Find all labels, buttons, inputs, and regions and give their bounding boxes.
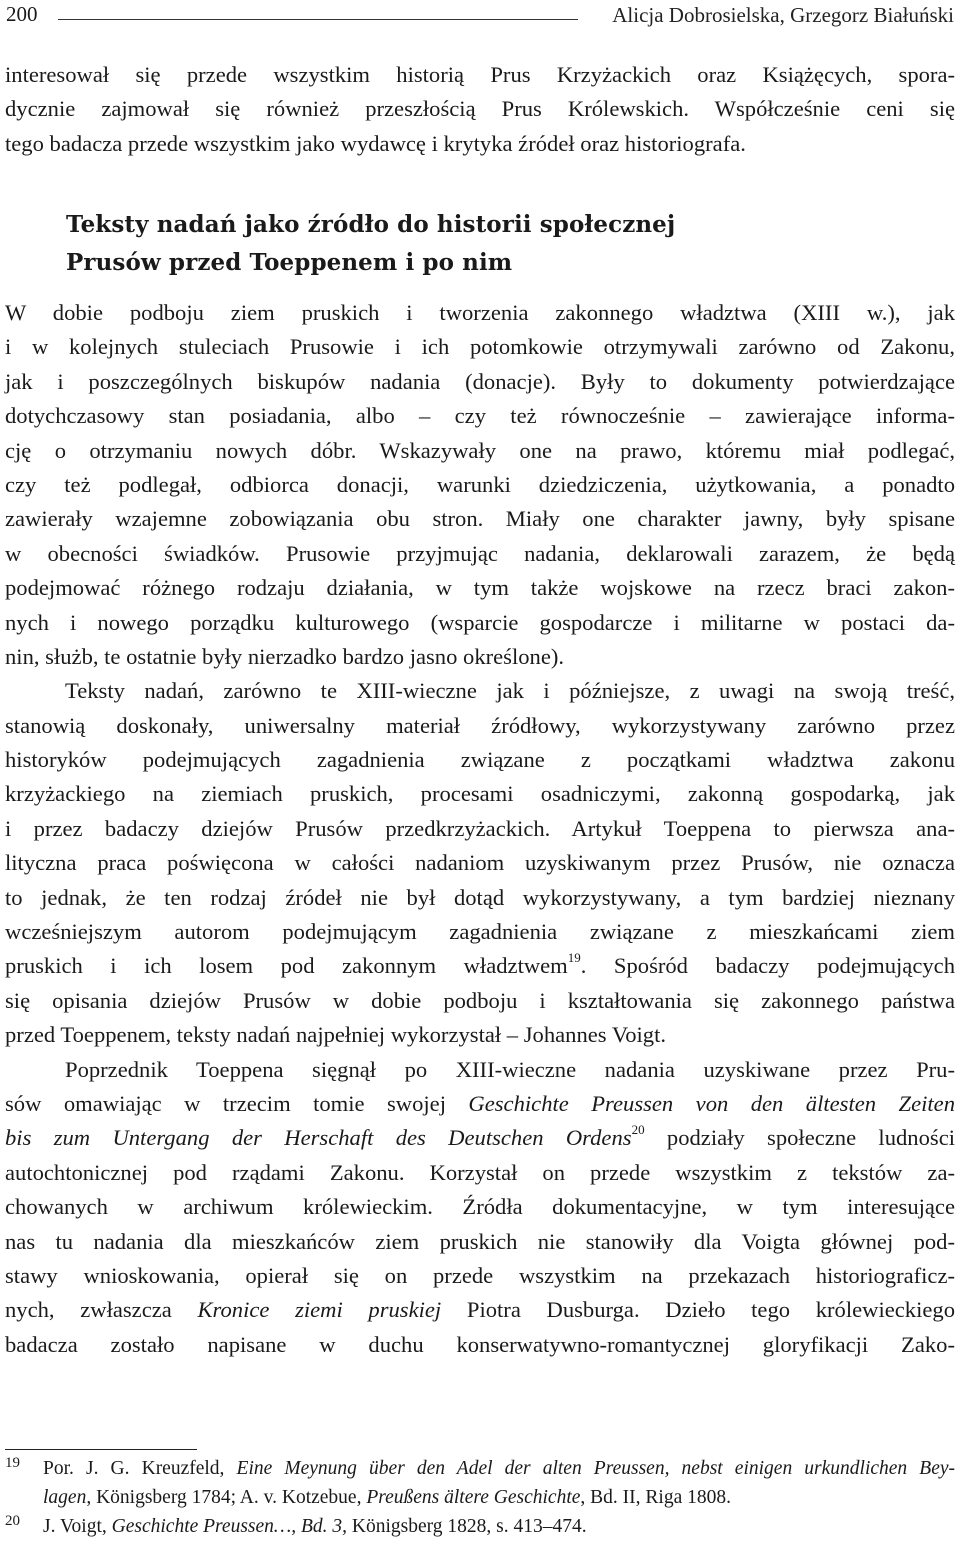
footnote-line: [43, 1512, 955, 1541]
text-run: Por. J. G. Kreuzfeld,: [43, 1458, 237, 1479]
text-line: i przez badaczy dziejów Prusów przedkrzyżackich. Artykuł Toeppena to pierwsza ana-: [5, 815, 955, 841]
section-heading: [66, 206, 675, 282]
body-text: [5, 296, 955, 1362]
text-line: nych i nowego porządku kulturowego (wsparcie gospodarcze i militarne w postaci da-: [5, 609, 955, 635]
text-line: nin, służb, te ostatnie były nierzadko bardzo jasno określone).: [5, 643, 565, 669]
text-line: interesował się przede wszystkim historią Prus Krzyżackich oraz Książęcych, spora-: [5, 62, 955, 87]
text-line: badacza zostało napisane w duchu konserwatywno-romantycznej gloryfikacji Zako-: [5, 1331, 955, 1357]
text-line: przed Toeppenem, teksty nadań najpełniej wykorzystał – Johannes Voigt.: [5, 1022, 667, 1048]
text-run: podziały społeczne ludności: [644, 1125, 955, 1151]
book-title: bis zum Untergang der Herschaft des Deutschen Ordens: [5, 1125, 632, 1151]
section-heading-line: Teksty nadań jako źródło do historii społecznej: [66, 211, 676, 238]
book-title: Kronice ziemi pruskiej: [197, 1297, 442, 1323]
footnote-mark: 19: [5, 1455, 20, 1471]
text-run: Königsberg 1828, s. 413–474.: [347, 1516, 587, 1537]
intro-paragraph: [5, 58, 955, 161]
text-line: się opisania dziejów Prusów w dobie podboju i kształtowania się zakonnego państwa: [5, 987, 955, 1013]
text-line: wcześniejszym autorom podejmującym zagadnienia związane z mieszkańcami ziem: [5, 919, 955, 945]
book-title: Preußens ältere Geschichte: [366, 1487, 581, 1508]
footnote-line: [43, 1454, 955, 1483]
text-line: [5, 1087, 955, 1121]
text-run: , Königsberg 1784; A. v. Kotzebue,: [86, 1487, 367, 1508]
text-line: stanowią doskonały, uniwersalny materiał źródłowy, wykorzystywany zarówno przez: [5, 712, 955, 738]
text-line: dycznie zajmował się również przeszłością Prus Królewskich. Współcześnie ceni się: [5, 96, 955, 122]
text-run: Piotra Dusburga. Dzieło tego królewieckiego: [441, 1297, 955, 1323]
footnote-19: [5, 1454, 955, 1512]
page-number: 200: [6, 2, 38, 26]
text-line: zawierały wzajemne zobowiązania obu stron. Miały one charakter jawny, były spisane: [5, 506, 955, 532]
book-title: Geschichte Preussen…, Bd. 3,: [111, 1516, 348, 1537]
book-title: Geschichte Preussen von den ältesten Zeiten: [468, 1090, 955, 1116]
text-line: podejmować różnego rodzaju działania, w tym także wojskowe na rzecz braci zakon-: [5, 575, 955, 601]
book-title: lagen: [43, 1487, 87, 1508]
text-line: W dobie podboju ziem pruskich i tworzenia zakonnego władztwa (XIII w.), jak: [5, 300, 955, 325]
section-heading-line: Prusów przed Toeppenem i po nim: [66, 249, 513, 276]
text-line: [5, 1293, 955, 1327]
text-run: , Bd. II, Riga 1808.: [580, 1487, 731, 1508]
text-line: w obecności świadków. Prusowie przyjmując nadania, deklarowali zarazem, że będą: [5, 540, 955, 566]
text-line: chowanych w archiwum królewieckim. Źródła dokumentacyjne, w tym interesujące: [5, 1194, 955, 1220]
text-run: J. Voigt,: [43, 1516, 112, 1537]
text-run: nych, zwłaszcza: [5, 1297, 198, 1323]
text-line: lityczna praca poświęcona w całości nadaniom uzyskiwanym przez Prusów, nie oznacza: [5, 850, 955, 876]
text-run: sów omawiając w trzecim tomie swojej: [5, 1090, 469, 1116]
text-line: Teksty nadań, zarówno te XIII-wieczne jak i późniejsze, z uwagi na swoją treść,: [65, 678, 955, 704]
text-line: i w kolejnych stuleciach Prusowie i ich potomkowie otrzymywali zarówno od Zakonu,: [5, 334, 955, 360]
text-line: jak i poszczególnych biskupów nadania (donacje). Były to dokumenty potwierdzające: [5, 368, 955, 394]
text-line: dotychczasowy stan posiadania, albo – czy też równocześnie – zawierające informa-: [5, 403, 955, 429]
text-line: krzyżackiego na ziemiach pruskich, procesami osadniczymi, zakonną gospodarką, jak: [5, 781, 955, 807]
text-line: Poprzednik Toeppena sięgnął po XIII-wieczne nadania uzyskiwane przez Pru-: [65, 1056, 955, 1082]
running-head: Alicja Dobrosielska, Grzegorz Białuński: [612, 3, 954, 27]
text-line: historyków podejmujących zagadnienia związane z początkami władztwa zakonu: [5, 747, 955, 773]
text-line: tego badacza przede wszystkim jako wydawcę i krytyka źródeł oraz historiografa.: [5, 130, 746, 156]
text-line: cję o otrzymaniu nowych dóbr. Wskazywały one na prawo, któremu miał podlegać,: [5, 437, 955, 463]
text-line: [5, 949, 955, 983]
footnote-mark: 20: [5, 1513, 20, 1529]
text-run: . Spośród badaczy podejmujących: [580, 953, 955, 979]
text-line: autochtonicznej pod rządami Zakonu. Korzystał on przede wszystkim z tekstów za-: [5, 1159, 955, 1185]
text-line: to jednak, że ten rodzaj źródeł nie był dotąd wykorzystywany, a tym bardziej nieznany: [5, 884, 955, 910]
header-rule: [58, 19, 578, 20]
text-line: nas tu nadania dla mieszkańców ziem pruskich nie stanowiły dla Voigta głównej pod-: [5, 1228, 955, 1254]
footnote-ref[interactable]: 19: [567, 949, 581, 965]
footnote-line: [43, 1483, 955, 1512]
text-run: pruskich i ich losem pod zakonnym władztwem: [5, 953, 568, 979]
book-title: Eine Meynung über den Adel der alten Preussen, nebst einigen urkundlichen Bey-: [236, 1458, 955, 1479]
text-line: czy też podlegał, odbiorca donacji, warunki dziedziczenia, użytkowania, a ponadto: [5, 471, 955, 497]
footnote-ref[interactable]: 20: [631, 1121, 645, 1137]
footnotes: [5, 1454, 955, 1541]
footnote-rule: [5, 1449, 197, 1450]
page-header: [6, 2, 954, 30]
text-line: [5, 1121, 955, 1155]
text-line: stawy wnioskowania, opierał się on przede wszystkim na przekazach historiograficz-: [5, 1262, 955, 1288]
footnote-20: [5, 1512, 955, 1541]
